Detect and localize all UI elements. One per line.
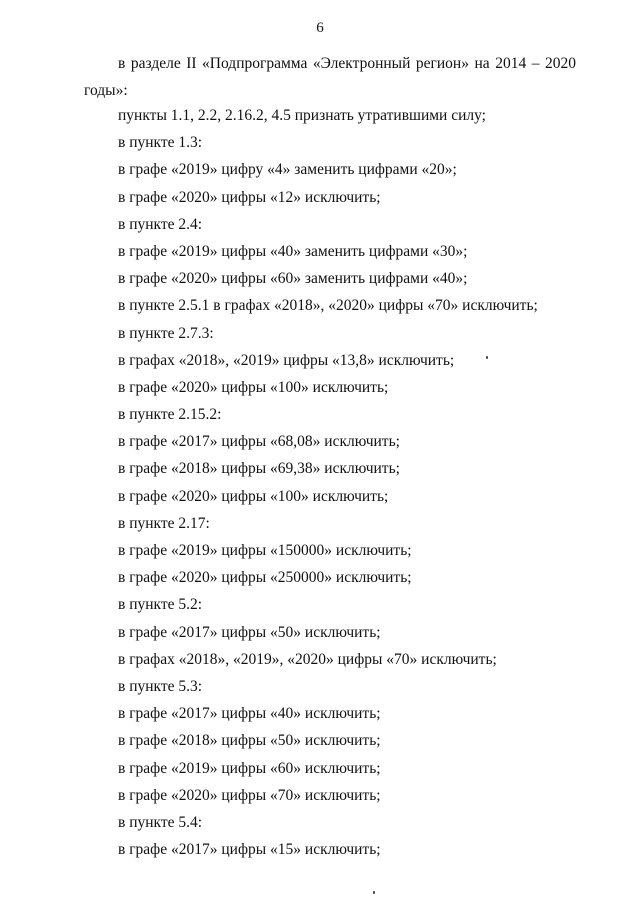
amendment-line: в графе «2020» цифры «60» заменить цифрами «40»; bbox=[118, 270, 468, 288]
amendment-list bbox=[118, 102, 598, 863]
amendment-line: в пункте 2.15.2: bbox=[118, 406, 222, 424]
amendment-line: в графе «2017» цифры «68,08» исключить; bbox=[118, 433, 400, 451]
amendment-line: в графе «2019» цифры «150000» исключить; bbox=[118, 542, 412, 559]
amendment-line: в графе «2020» цифры «100» исключить; bbox=[118, 378, 389, 396]
amendment-line: в пункте 5.4: bbox=[118, 813, 203, 831]
amendment-line: в пункте 2.5.1 в графах «2018», «2020» цифры «70» исключить; bbox=[118, 297, 538, 315]
amendment-line: в графах «2018», «2019», «2020» цифры «70» исключить; bbox=[118, 650, 497, 668]
scan-speck bbox=[373, 891, 375, 894]
amendment-line: в пункте 2.17: bbox=[118, 514, 210, 532]
amendment-line: в графе «2020» цифры «12» исключить; bbox=[118, 188, 381, 206]
page-number: 6 bbox=[316, 20, 324, 36]
amendment-line: в графе «2020» цифры «250000» исключить; bbox=[118, 569, 412, 587]
amendment-line: в графе «2020» цифры «70» исключить; bbox=[118, 786, 381, 804]
amendment-line: в графе «2019» цифры «40» заменить цифрами «30»; bbox=[118, 242, 468, 260]
amendment-line: в графе «2019» цифру «4» заменить цифрами «20»; bbox=[118, 161, 457, 179]
amendment-line: в пункте 1.3: bbox=[118, 134, 203, 152]
amendment-line: пункты 1.1, 2.2, 2.16.2, 4.5 признать утратившими силу; bbox=[118, 107, 486, 124]
scan-speck bbox=[486, 356, 488, 359]
amendment-line: в графе «2017» цифры «50» исключить; bbox=[118, 623, 381, 641]
section-intro-paragraph: в разделе II «Подпрограмма «Электронный регион» на 2014 – 2020 годы»: bbox=[84, 55, 576, 99]
amendment-line: в графе «2020» цифры «100» исключить; bbox=[118, 487, 389, 505]
amendment-line: в графе «2018» цифры «50» исключить; bbox=[118, 732, 381, 750]
amendment-line: в пункте 2.7.3: bbox=[118, 324, 214, 342]
amendment-line: в графе «2017» цифры «40» исключить; bbox=[118, 705, 381, 723]
amendment-line: в пункте 5.2: bbox=[118, 596, 203, 614]
amendment-line: в графах «2018», «2019» цифры «13,8» исключить; bbox=[118, 351, 455, 369]
amendment-line: в пункте 2.4: bbox=[118, 215, 203, 233]
amendment-line: в графе «2018» цифры «69,38» исключить; bbox=[118, 460, 400, 478]
amendment-line: в пункте 5.3: bbox=[118, 677, 203, 695]
amendment-line: в графе «2019» цифры «60» исключить; bbox=[118, 759, 381, 777]
amendment-line: в графе «2017» цифры «15» исключить; bbox=[118, 841, 381, 859]
